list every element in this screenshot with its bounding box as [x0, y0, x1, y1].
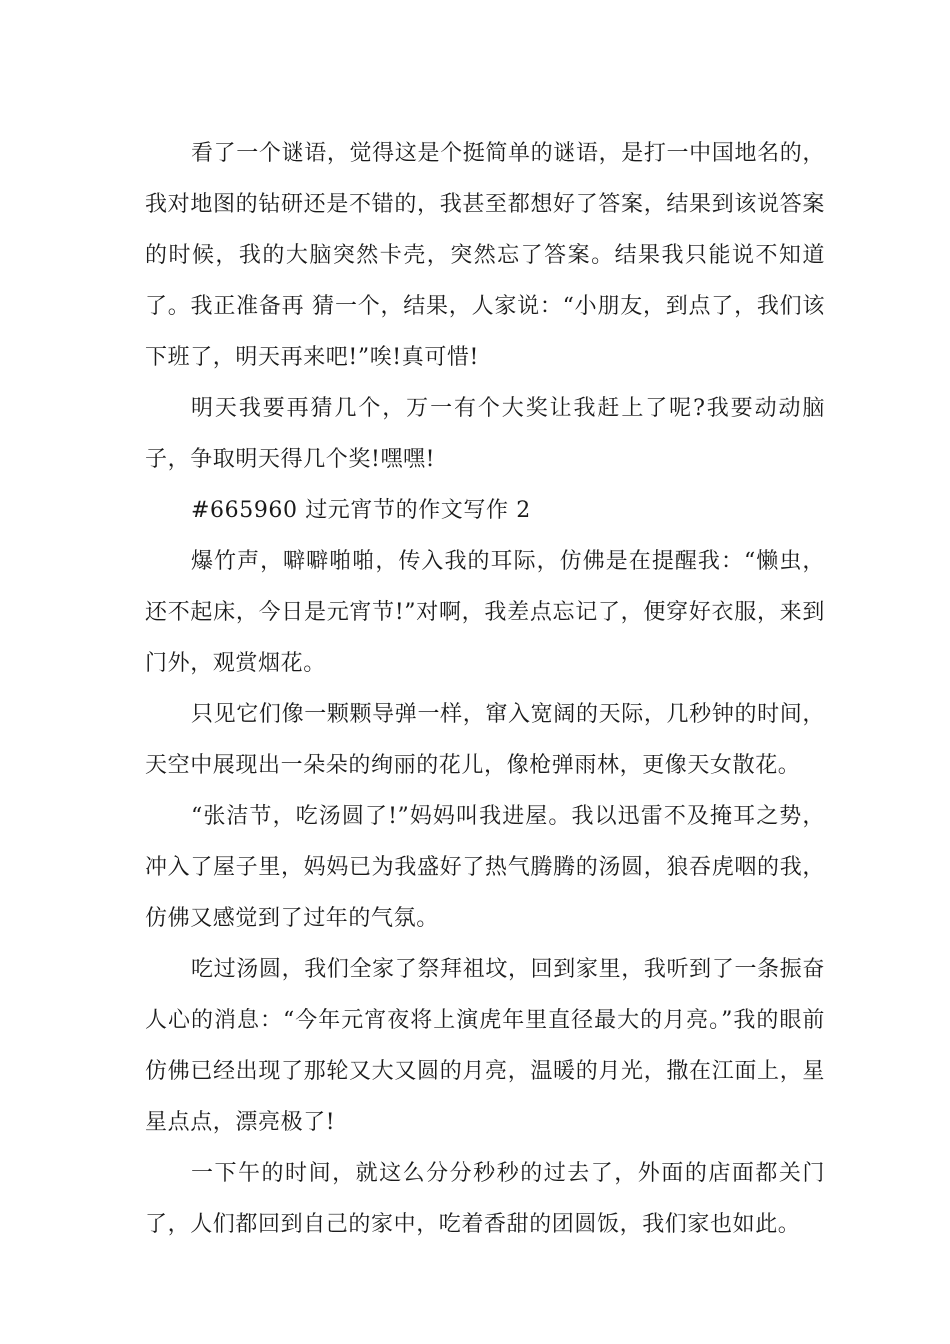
paragraph-tomorrow: 明天我要再猜几个，万一有个大奖让我赶上了呢?我要动动脑子，争取明天得几个奖!嘿嘿! [145, 396, 825, 472]
paragraph-afternoon: 一下午的时间，就这么分分秒秒的过去了，外面的店面都关门了，人们都回到自己的家中，吃着香甜的团圆饭，我们家也如此。 [145, 1161, 825, 1237]
paragraph-firecrackers: 爆竹声，噼噼啪啪，传入我的耳际，仿佛是在提醒我：“懒虫，还不起床，今日是元宵节!”对啊，我差点忘记了，便穿好衣服，来到门外，观赏烟花。 [145, 549, 825, 676]
paragraph-riddle: 看了一个谜语，觉得这是个挺简单的谜语，是打一中国地名的，我对地图的钻研还是不错的，我甚至都想好了答案，结果到该说答案的时候，我的大脑突然卡壳，突然忘了答案。结果我只能说不知道了。我正准备再 猜一个，结果，人家说：“小朋友，到点了，我们该下班了，明天再来吧!”唉!真可惜! [145, 141, 825, 370]
document-body [145, 128, 825, 1250]
paragraph-moon: 吃过汤圆，我们全家了祭拜祖坟，回到家里，我听到了一条振奋人心的消息：“今年元宵夜将上演虎年里直径最大的月亮。”我的眼前仿佛已经出现了那轮又大又圆的月亮，温暖的月光，撒在江面上，星星点点，漂亮极了! [145, 957, 825, 1135]
paragraph-fireworks: 只见它们像一颗颗导弹一样，窜入宽阔的天际，几秒钟的时间，天空中展现出一朵朵的绚丽的花儿，像枪弹雨林，更像天女散花。 [145, 702, 825, 778]
section-heading: #665960 过元宵节的作文写作 2 [191, 498, 531, 523]
paragraph-tangyuan: “张洁节，吃汤圆了!”妈妈叫我进屋。我以迅雷不及掩耳之势，冲入了屋子里，妈妈已为我盛好了热气腾腾的汤圆，狼吞虎咽的我，仿佛又感觉到了过年的气氛。 [145, 804, 825, 931]
